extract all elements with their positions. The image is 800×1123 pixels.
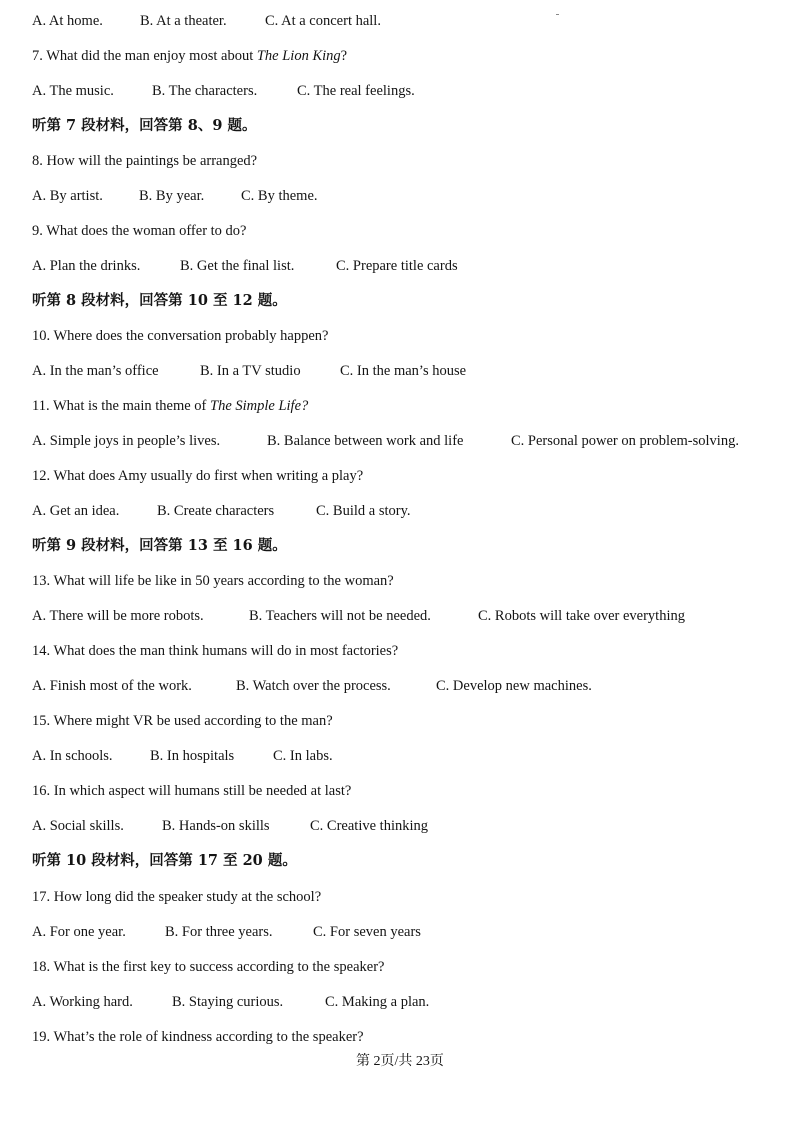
q17-option-b: B. For three years. xyxy=(165,924,273,940)
q17-question: 17. How long did the speaker study at the school? xyxy=(32,889,322,905)
q18-option-c: C. Making a plan. xyxy=(325,994,430,1010)
q10-option-a: A. In the man’s office xyxy=(32,363,159,379)
section-heading-10: 听第 10 段材料，回答第 17 至 20 题。 xyxy=(32,852,297,869)
q12-options xyxy=(32,502,411,520)
q12-question: 12. What does Amy usually do first when writing a play? xyxy=(32,468,364,484)
q14-option-a: A. Finish most of the work. xyxy=(32,678,192,694)
q15-question: 15. Where might VR be used according to the man? xyxy=(32,713,333,729)
q15-options xyxy=(32,747,333,765)
q7-option-b: B. The characters. xyxy=(152,83,258,99)
q13-option-b: B. Teachers will not be needed. xyxy=(249,608,431,624)
q16-option-c: C. Creative thinking xyxy=(310,818,428,834)
q7-options xyxy=(32,82,415,100)
q7-option-c: C. The real feelings. xyxy=(297,83,415,99)
section-heading-9: 听第 9 段材料，回答第 13 至 16 题。 xyxy=(32,537,287,554)
q17-option-c: C. For seven years xyxy=(313,924,421,940)
q18-options xyxy=(32,993,429,1011)
q7-mark: ? xyxy=(340,48,348,64)
q6-option-a: A. At home. xyxy=(32,13,103,29)
q6-options xyxy=(32,12,381,30)
q18-option-b: B. Staying curious. xyxy=(172,994,284,1010)
q14-option-c: C. Develop new machines. xyxy=(436,678,592,694)
q14-question: 14. What does the man think humans will do in most factories? xyxy=(32,643,399,659)
q8-option-a: A. By artist. xyxy=(32,188,103,204)
q16-option-a: A. Social skills. xyxy=(32,818,124,834)
page-mark xyxy=(556,14,559,15)
q17-option-a: A. For one year. xyxy=(32,924,126,940)
q6-option-c: C. At a concert hall. xyxy=(265,13,381,29)
q14-option-b: B. Watch over the process. xyxy=(236,678,391,694)
q11-option-b: B. Balance between work and life xyxy=(267,433,464,449)
q10-option-c: C. In the man’s house xyxy=(340,363,467,379)
q9-option-c: C. Prepare title cards xyxy=(336,258,458,274)
section-heading-8: 听第 8 段材料，回答第 10 至 12 题。 xyxy=(32,292,287,309)
q19-question: 19. What’s the role of kindness according to the speaker? xyxy=(32,1029,364,1045)
q16-option-b: B. Hands-on skills xyxy=(162,818,270,834)
q7-option-a: A. The music. xyxy=(32,83,114,99)
q17-options xyxy=(32,923,421,941)
q7-title: The Lion King xyxy=(256,48,341,64)
q10-options xyxy=(32,362,466,380)
q6-option-b: B. At a theater. xyxy=(140,13,227,29)
q7-text: 7. What did the man enjoy most about xyxy=(32,48,257,64)
section-heading-7: 听第 7 段材料，回答第 8、9 题。 xyxy=(32,117,257,134)
q11-title: The Simple Life? xyxy=(210,398,309,414)
q11-options xyxy=(32,432,739,450)
q11-question xyxy=(32,397,308,415)
q9-option-a: A. Plan the drinks. xyxy=(32,258,141,274)
q12-option-b: B. Create characters xyxy=(157,503,275,519)
q13-options xyxy=(32,607,685,625)
q15-option-c: C. In labs. xyxy=(273,748,333,764)
q10-option-b: B. In a TV studio xyxy=(200,363,301,379)
q15-option-b: B. In hospitals xyxy=(150,748,235,764)
q13-option-a: A. There will be more robots. xyxy=(32,608,204,624)
q14-options xyxy=(32,677,592,695)
q8-options xyxy=(32,187,318,205)
q11-text: 11. What is the main theme of xyxy=(32,398,210,414)
q9-options xyxy=(32,257,458,275)
page-footer: 第 2页/共 23页 xyxy=(356,1054,444,1069)
q8-option-c: C. By theme. xyxy=(241,188,318,204)
q9-question: 9. What does the woman offer to do? xyxy=(32,223,247,239)
q13-question: 13. What will life be like in 50 years according to the woman? xyxy=(32,573,394,589)
q12-option-a: A. Get an idea. xyxy=(32,503,120,519)
q8-question: 8. How will the paintings be arranged? xyxy=(32,153,258,169)
q11-option-a: A. Simple joys in people’s lives. xyxy=(32,433,221,449)
q8-option-b: B. By year. xyxy=(139,188,205,204)
q11-option-c: C. Personal power on problem-solving. xyxy=(511,433,739,449)
q16-question: 16. In which aspect will humans still be needed at last? xyxy=(32,783,352,799)
q9-option-b: B. Get the final list. xyxy=(180,258,295,274)
q18-question: 18. What is the first key to success according to the speaker? xyxy=(32,959,385,975)
q12-option-c: C. Build a story. xyxy=(316,503,411,519)
q15-option-a: A. In schools. xyxy=(32,748,113,764)
q18-option-a: A. Working hard. xyxy=(32,994,133,1010)
q13-option-c: C. Robots will take over everything xyxy=(478,608,685,624)
q7-question xyxy=(32,47,347,65)
q16-options xyxy=(32,817,428,835)
q10-question: 10. Where does the conversation probably happen? xyxy=(32,328,329,344)
